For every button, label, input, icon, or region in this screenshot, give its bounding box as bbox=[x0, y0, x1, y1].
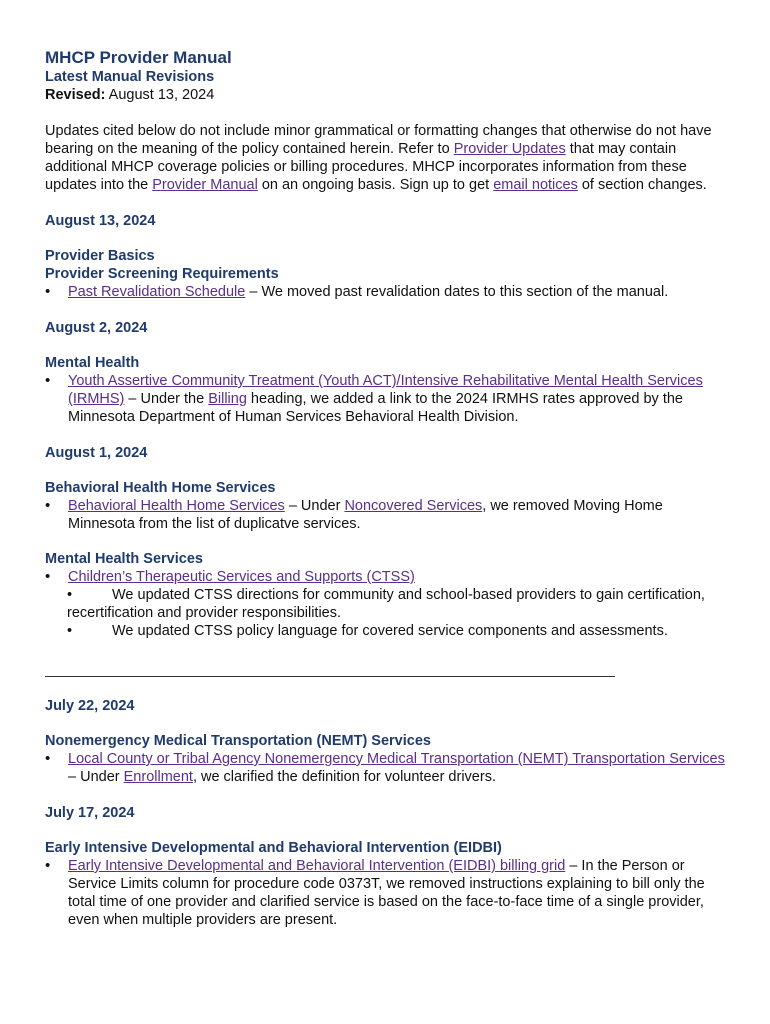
item-text: heading, we added a link to the 2024 IRMHS rates approved by the Minnesota Department of Human Services Behavioral Health Division. bbox=[68, 391, 683, 425]
provider-updates-link[interactable]: Provider Updates bbox=[453, 141, 566, 157]
list-aug2 bbox=[45, 372, 730, 426]
nemt-transportation-link[interactable]: Local County or Tribal Agency Nonemergency Medical Transportation (NEMT) Transportation Services bbox=[68, 751, 725, 767]
section-heading-provider-basics: Provider Basics bbox=[45, 248, 155, 264]
date-heading-aug2: August 2, 2024 bbox=[45, 320, 148, 336]
eidbi-billing-grid-link[interactable]: Early Intensive Developmental and Behavioral Intervention (EIDBI) billing grid bbox=[68, 858, 566, 874]
revised-label: Revised: bbox=[45, 87, 106, 103]
list-item bbox=[45, 497, 730, 533]
bhh-services-link[interactable]: Behavioral Health Home Services bbox=[68, 498, 285, 514]
page-subtitle: Latest Manual Revisions bbox=[45, 69, 215, 85]
intro-text-1: Updates cited below do not include minor grammatical or formatting changes that otherwise do not have bearing on the meaning of the policy contained herein. Refer to bbox=[45, 123, 712, 157]
list-item bbox=[45, 750, 730, 786]
provider-manual-link[interactable]: Provider Manual bbox=[152, 177, 258, 193]
list-aug13 bbox=[45, 283, 730, 301]
item-text: , we clarified the definition for volunteer drivers. bbox=[192, 769, 496, 785]
section-heading-mental-health: Mental Health bbox=[45, 355, 140, 371]
date-heading-aug13: August 13, 2024 bbox=[45, 213, 156, 229]
section-heading-bhh-services: Behavioral Health Home Services bbox=[45, 480, 276, 496]
item-text: – Under bbox=[284, 498, 345, 514]
sub-list-item bbox=[45, 622, 730, 640]
subsection-heading-screening: Provider Screening Requirements bbox=[45, 266, 279, 282]
noncovered-services-link[interactable]: Noncovered Services bbox=[344, 498, 483, 514]
item-text: We updated CTSS policy language for covered service components and assessments. bbox=[112, 623, 668, 639]
item-text: We updated CTSS directions for community and school-based providers to gain certification, recertification and provider responsibilities. bbox=[67, 587, 705, 621]
list-item bbox=[45, 283, 730, 301]
youth-act-irmhs-link[interactable]: Youth Assertive Community Treatment (Youth ACT)/Intensive Rehabilitative Mental Health Services (IRMHS) bbox=[68, 373, 703, 407]
item-text: – We moved past revalidation dates to this section of the manual. bbox=[245, 284, 669, 300]
sub-list-item bbox=[45, 586, 730, 622]
item-text: , we removed Moving Home Minnesota from the list of duplicatve services. bbox=[68, 498, 663, 532]
intro-paragraph bbox=[45, 122, 730, 194]
past-revalidation-link[interactable]: Past Revalidation Schedule bbox=[68, 284, 246, 300]
section-heading-nemt: Nonemergency Medical Transportation (NEMT) Services bbox=[45, 733, 431, 749]
date-heading-jul17: July 17, 2024 bbox=[45, 805, 135, 821]
intro-text-2: that may contain additional MHCP coverage policies or billing procedures. MHCP incorporates information from these updates into the bbox=[45, 141, 687, 193]
bullet: • bbox=[67, 587, 73, 603]
date-heading-jul22: July 22, 2024 bbox=[45, 698, 135, 714]
page-title: MHCP Provider Manual bbox=[45, 48, 232, 67]
divider bbox=[45, 676, 615, 677]
bullet: • bbox=[67, 623, 73, 639]
section-heading-mental-health-services: Mental Health Services bbox=[45, 551, 203, 567]
section-heading-eidbi: Early Intensive Developmental and Behavioral Intervention (EIDBI) bbox=[45, 840, 502, 856]
list-jul17 bbox=[45, 857, 730, 929]
date-heading-aug1: August 1, 2024 bbox=[45, 445, 148, 461]
sublist-ctss bbox=[45, 586, 730, 640]
list-aug1-bhh bbox=[45, 497, 730, 533]
revised-date: August 13, 2024 bbox=[105, 87, 215, 103]
item-text: – In the Person or Service Limits column for procedure code 0373T, we removed instructions explaining to bill only the total time of one provider and clarified service is based on the face-to-face time of a single provider, even when multiple providers are present. bbox=[68, 858, 705, 928]
list-item bbox=[45, 372, 730, 426]
revised-line bbox=[45, 86, 730, 104]
billing-link[interactable]: Billing bbox=[208, 391, 247, 407]
list-jul22 bbox=[45, 750, 730, 786]
item-text: – Under the bbox=[124, 391, 209, 407]
list-aug1-mhs bbox=[45, 568, 730, 586]
intro-text-3: on an ongoing basis. Sign up to get bbox=[257, 177, 494, 193]
list-item bbox=[45, 568, 730, 586]
email-notices-link[interactable]: email notices bbox=[493, 177, 578, 193]
ctss-link[interactable]: Children’s Therapeutic Services and Supports (CTSS) bbox=[68, 569, 415, 585]
list-item bbox=[45, 857, 730, 929]
item-text: – Under bbox=[68, 769, 124, 785]
intro-text-4: of section changes. bbox=[577, 177, 707, 193]
enrollment-link[interactable]: Enrollment bbox=[123, 769, 193, 785]
